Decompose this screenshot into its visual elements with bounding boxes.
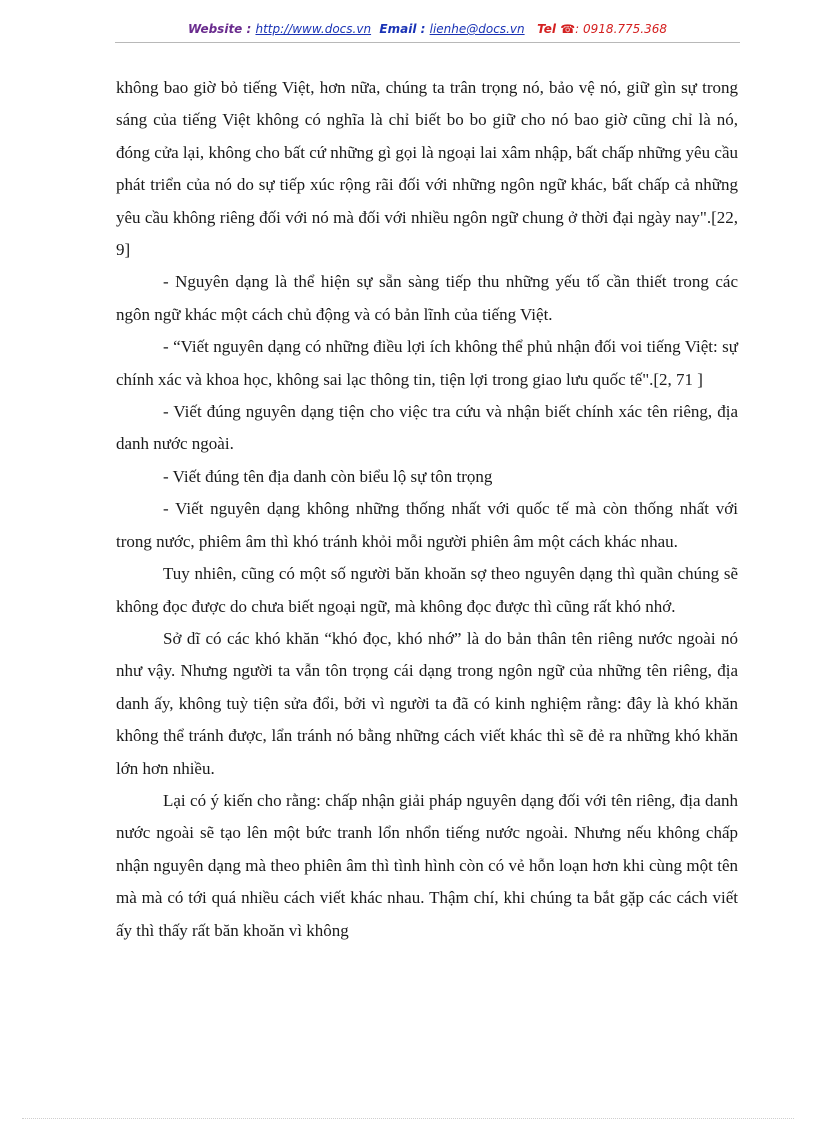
paragraph-bullet-5: - Viết nguyên dạng không những thống nhất với quốc tế mà còn thống nhất với trong nước, phiêm âm thì khó tránh khỏi mỗi người phiên âm một cách khác nhau. (116, 499, 738, 551)
paragraph-bullet-3: - Viết đúng nguyên dạng tiện cho việc tra cứu và nhận biết chính xác tên riêng, địa danh nước ngoài. (116, 402, 738, 454)
email-link[interactable]: lienhe@docs.vn (429, 22, 525, 36)
website-separator: : (242, 22, 256, 36)
page-header (115, 22, 740, 36)
paragraph-opinion: Lại có ý kiến cho rằng: chấp nhận giải pháp nguyên dạng đối với tên riêng, địa danh nước ngoài sẽ tạo lên một bức tranh lổn nhổn tiếng nước ngoài. Nhưng nếu không chấp nhận nguyên dạng mà theo phiên âm thì tình hình còn có vẻ hỗn loạn hơn khi cùng một tên mà mà có tới quá nhiều cách viết khác nhau. Thậm chí, khi chúng ta bắt gặp các cách viết ấy thì thấy rất băn khoăn vì không (116, 790, 738, 940)
paragraph-bullet-1: - Nguyên dạng là thể hiện sự sẵn sàng tiếp thu những yếu tố cần thiết trong các ngôn ngữ khác một cách chủ động và có bản lĩnh của tiếng Việt. (116, 272, 738, 324)
website-link[interactable]: http://www.docs.vn (255, 22, 372, 36)
paragraph-however: Tuy nhiên, cũng có một số người băn khoăn sợ theo nguyên dạng thì quần chúng sẽ không đọc được do chưa biết ngoại ngữ, mà không đọc được thì cũng rất khó nhớ. (116, 564, 738, 616)
document-body (116, 72, 738, 947)
tel-label: Tel (537, 22, 557, 36)
tel-number: : 0918.775.368 (575, 22, 668, 36)
paragraph-difficulties: Sở dĩ có các khó khăn “khó đọc, khó nhớ” là do bản thân tên riêng nước ngoài nó như vậy. Nhưng người ta vẫn tôn trọng cái dạng trong ngôn ngữ của những tên riêng, địa danh ấy, không tuỳ tiện sửa đổi, bởi vì người ta đã có kinh nghiệm rằng: đây là khó khăn không thể tránh được, lẩn tránh nó bằng những cách viết khác thì sẽ đẻ ra những khó khăn lớn hơn nhiều. (116, 628, 738, 778)
email-separator: : (416, 22, 430, 36)
phone-icon: ☎ (560, 22, 576, 36)
header-divider (115, 42, 740, 43)
website-label: Website (187, 22, 243, 36)
paragraph-bullet-2: - “Viết nguyên dạng có những điều lợi ích không thể phủ nhận đối voi tiếng Việt: sự chính xác và khoa học, không sai lạc thông tin, tiện lợi trong giao lưu quốc tế".[2, 71 ] (116, 337, 738, 389)
email-label: Email (379, 22, 417, 36)
paragraph-bullet-4: - Viết đúng tên địa danh còn biểu lộ sự tôn trọng (163, 466, 493, 486)
footer-divider (22, 1118, 794, 1119)
paragraph-continued: không bao giờ bỏ tiếng Việt, hơn nữa, chúng ta trân trọng nó, bảo vệ nó, giữ gìn sự trong sáng của tiếng Việt không có nghĩa là chỉ biết bo bo giữ cho nó bao giờ cũng chỉ là nó, đóng cửa lại, không cho bất cứ những gì gọi là ngoại lai xâm nhập, bất chấp những yêu cầu phát triển của nó do sự tiếp xúc rộng rãi đối với những ngôn ngữ khác, bất chấp cả những yêu cầu không riêng đối với nó mà đối với nhiều ngôn ngữ chung ở thời đại ngày nay".[22, 9] (116, 78, 738, 260)
